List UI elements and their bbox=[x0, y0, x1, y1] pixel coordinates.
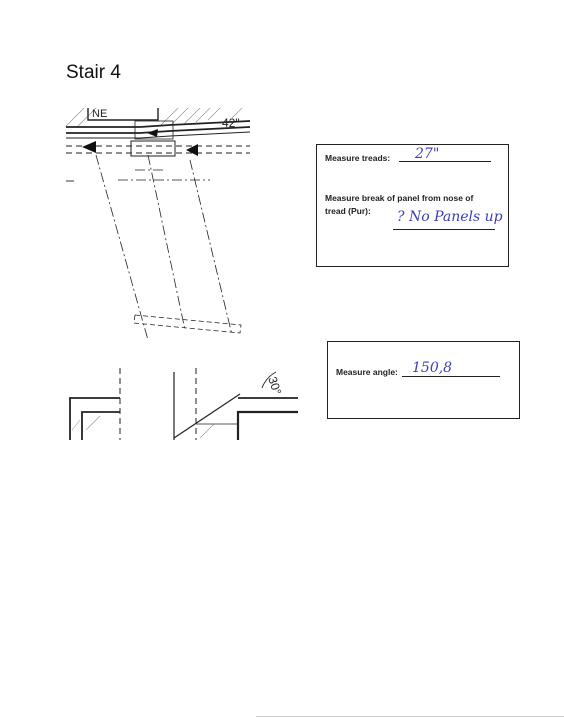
angle-line bbox=[402, 376, 500, 377]
angle-measure-label: Measure angle: bbox=[336, 367, 398, 377]
break-label-line2: tread (Pur): bbox=[325, 206, 371, 216]
treads-line bbox=[399, 161, 491, 162]
dimension-label: 42" bbox=[222, 116, 240, 130]
treads-label: Measure treads: bbox=[325, 153, 391, 163]
break-value[interactable]: ? No Panels up bbox=[397, 209, 503, 225]
break-line bbox=[393, 229, 495, 230]
wall-detail-left bbox=[70, 398, 120, 440]
measure-form-treads bbox=[316, 144, 509, 267]
break-label-line1: Measure break of panel from nose of bbox=[325, 193, 474, 203]
bottom-tread bbox=[134, 315, 241, 333]
page-edge-line bbox=[256, 716, 564, 717]
wall-detail-right bbox=[238, 398, 298, 440]
angle-value[interactable]: 150,8 bbox=[412, 360, 453, 376]
measure-form-angle bbox=[327, 341, 520, 419]
landing-box bbox=[131, 141, 175, 156]
angle-label: 30° bbox=[265, 374, 285, 397]
treads-value[interactable]: 27" bbox=[415, 146, 440, 162]
top-label: NE bbox=[92, 108, 108, 120]
page-title: Stair 4 bbox=[66, 62, 121, 83]
panel-lines bbox=[96, 155, 232, 340]
